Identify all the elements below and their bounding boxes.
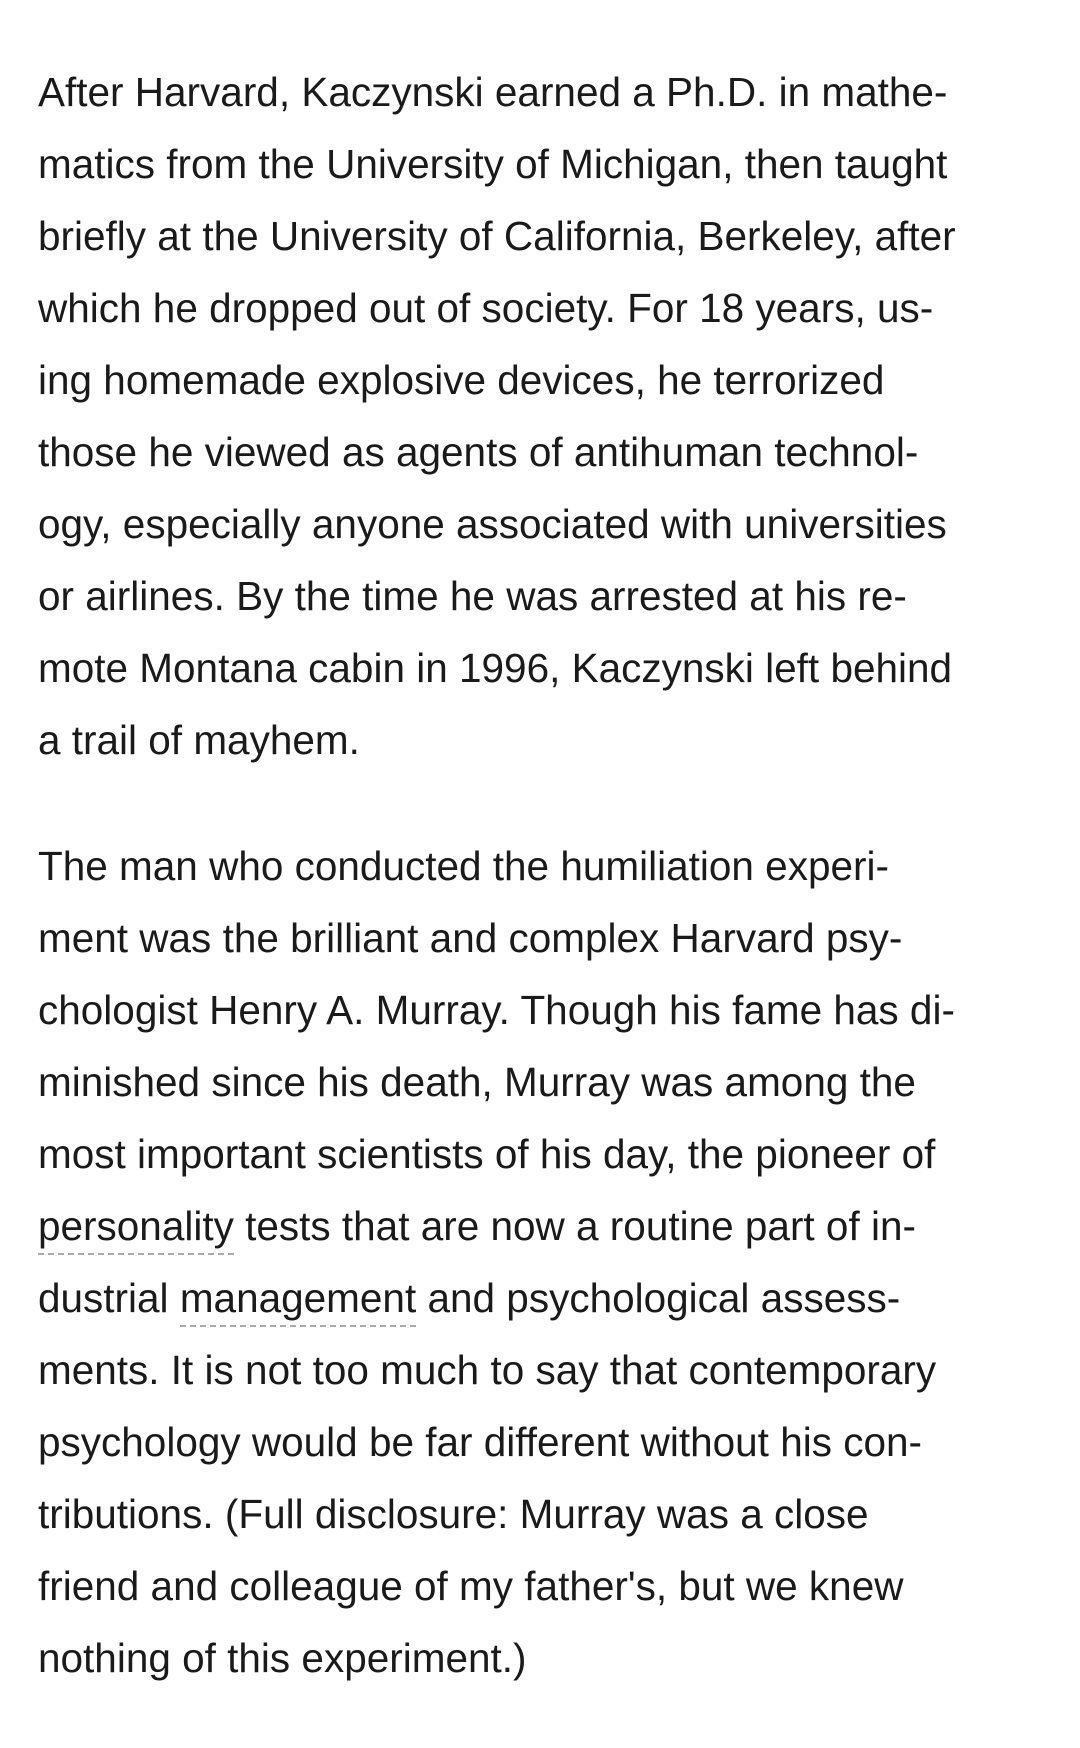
text-line — [38, 1262, 1058, 1334]
text-line: briefly at the University of California, Berkeley, after — [38, 213, 956, 259]
text-line: minished since his death, Murray was among the — [38, 1059, 916, 1105]
text-line: The man who conducted the humiliation experi- — [38, 843, 889, 889]
text-segment: tests that are now a routine part of in- — [233, 1203, 916, 1249]
text-line: or airlines. By the time he was arrested at his re- — [38, 573, 907, 619]
text-line: chologist Henry A. Murray. Though his fame has di- — [38, 987, 955, 1033]
text-line: psychology would be far different without his con- — [38, 1419, 922, 1465]
text-line: tributions. (Full disclosure: Murray was a close — [38, 1491, 869, 1537]
text-line — [38, 1190, 1058, 1262]
text-line: After Harvard, Kaczynski earned a Ph.D. in mathe- — [38, 69, 948, 115]
text-segment: and psychological assess- — [416, 1275, 901, 1321]
management-link[interactable]: management — [180, 1275, 416, 1327]
text-line: most important scientists of his day, the pioneer of — [38, 1131, 936, 1177]
text-line: a trail of mayhem. — [38, 717, 360, 763]
text-segment: dustrial — [38, 1275, 180, 1321]
text-line: ogy, especially anyone associated with universities — [38, 501, 947, 547]
article-body — [38, 56, 1058, 1748]
text-line: ments. It is not too much to say that contemporary — [38, 1347, 937, 1393]
personality-link[interactable]: personality — [38, 1203, 234, 1255]
text-line: friend and colleague of my father's, but we knew — [38, 1563, 904, 1609]
text-line: mote Montana cabin in 1996, Kaczynski left behind — [38, 645, 953, 691]
text-line: those he viewed as agents of antihuman technol- — [38, 429, 919, 475]
paragraph-kaczynski — [38, 56, 1058, 776]
text-line: ment was the brilliant and complex Harvard psy- — [38, 915, 903, 961]
paragraph-murray — [38, 830, 1058, 1694]
text-line: ing homemade explosive devices, he terrorized — [38, 357, 885, 403]
text-line: nothing of this experiment.) — [38, 1635, 527, 1681]
text-line: matics from the University of Michigan, then taught — [38, 141, 948, 187]
text-line: which he dropped out of society. For 18 years, us- — [38, 285, 934, 331]
